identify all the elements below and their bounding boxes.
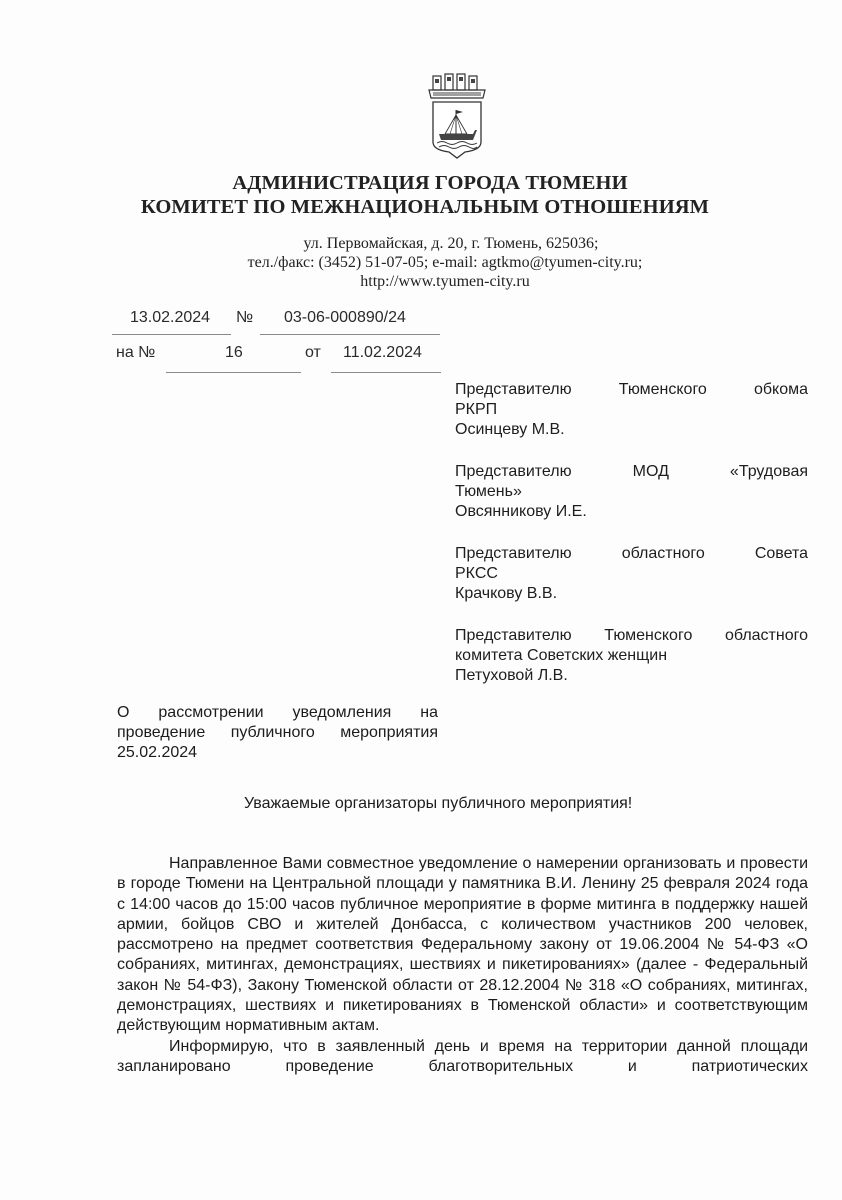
addressee-name: Петуховой Л.В. xyxy=(455,667,568,684)
body-paragraph-1: Направленное Вами совместное уведомление о намерении организовать и провести в городе Тюмени на Центральной площади у памятника В.И. Ленину 25 февраля 2024 года с 14:00 часов до 15:00 часов публичное мероприятие в форме митинга в поддержку нашей армии, бойцов СВО и жителей Донбасса, с количеством участников 200 человек, рассмотрено на предмет соответствия Федеральному закону от 19.06.2004 № 54-ФЗ «О собраниях, митингах, демонстрациях, шествиях и пикетированиях» (далее - Федеральный закон № 54-ФЗ), Закону Тюменской области от 28.12.2004 № 318 «О собраниях, митингах, демонстрациях, шествиях и пикетированиях в Тюменской области» и соответствующим действующим нормативным актам. xyxy=(117,855,808,1035)
greeting: Уважаемые организаторы публичного мероприятия! xyxy=(244,795,633,812)
addressee-4 xyxy=(455,626,808,686)
addressee-name: Осинцеву М.В. xyxy=(455,421,565,438)
outgoing-number-label: № xyxy=(236,309,254,326)
org-website: http://www.tyumen-city.ru xyxy=(360,273,530,290)
body-paragraph-2: Информирую, что в заявленный день и время на территории данной площади запланировано проведение благотворительных и патриотических xyxy=(117,1037,808,1075)
addressee-title-cont: комитета Советских женщин xyxy=(455,647,668,664)
addressee-3 xyxy=(455,544,808,604)
addressee-title: Представителю Тюменского обкома xyxy=(455,381,808,398)
reply-number-underline xyxy=(166,372,301,373)
reply-number-label: на № xyxy=(116,344,156,361)
subject-line3: 25.02.2024 xyxy=(117,744,198,761)
reply-number: 16 xyxy=(225,344,243,361)
addressee-title-cont: РКСС xyxy=(455,565,498,582)
org-name-line2: КОМИТЕТ ПО МЕЖНАЦИОНАЛЬНЫМ ОТНОШЕНИЯМ xyxy=(140,196,710,218)
addressee-title: Представителю МОД «Трудовая xyxy=(455,463,808,480)
addressee-1 xyxy=(455,380,808,440)
addressee-name: Крачкову В.В. xyxy=(455,585,558,602)
addressee-title: Представителю Тюменского областного xyxy=(455,627,808,644)
coat-of-arms-icon xyxy=(425,72,489,160)
addressee-name: Овсянникову И.Е. xyxy=(455,503,587,520)
addressee-title: Представителю областного Совета xyxy=(455,545,808,562)
addressee-title-cont: РКРП xyxy=(455,401,498,418)
addressee-title-cont: Тюмень» xyxy=(455,483,522,500)
outgoing-number: 03-06-000890/24 xyxy=(284,309,406,326)
letter-body xyxy=(117,854,808,1077)
outgoing-date: 13.02.2024 xyxy=(130,309,211,326)
letter-subject xyxy=(117,703,438,763)
reply-date-underline xyxy=(331,372,441,373)
org-name-line1: АДМИНИСТРАЦИЯ ГОРОДА ТЮМЕНИ xyxy=(232,172,628,194)
addressee-2 xyxy=(455,462,808,522)
subject-line1: О рассмотрении уведомления на xyxy=(117,704,438,721)
date-underline xyxy=(112,334,231,335)
reply-date-label: от xyxy=(305,344,321,361)
number-underline xyxy=(260,334,440,335)
reply-date: 11.02.2024 xyxy=(343,344,422,361)
org-address: ул. Первомайская, д. 20, г. Тюмень, 625036; xyxy=(303,235,599,252)
subject-line2: проведение публичного мероприятия xyxy=(117,724,438,741)
org-contacts: тел./факс: (3452) 51-07-05; e-mail: agtkmo@tyumen-city.ru; xyxy=(247,254,643,271)
